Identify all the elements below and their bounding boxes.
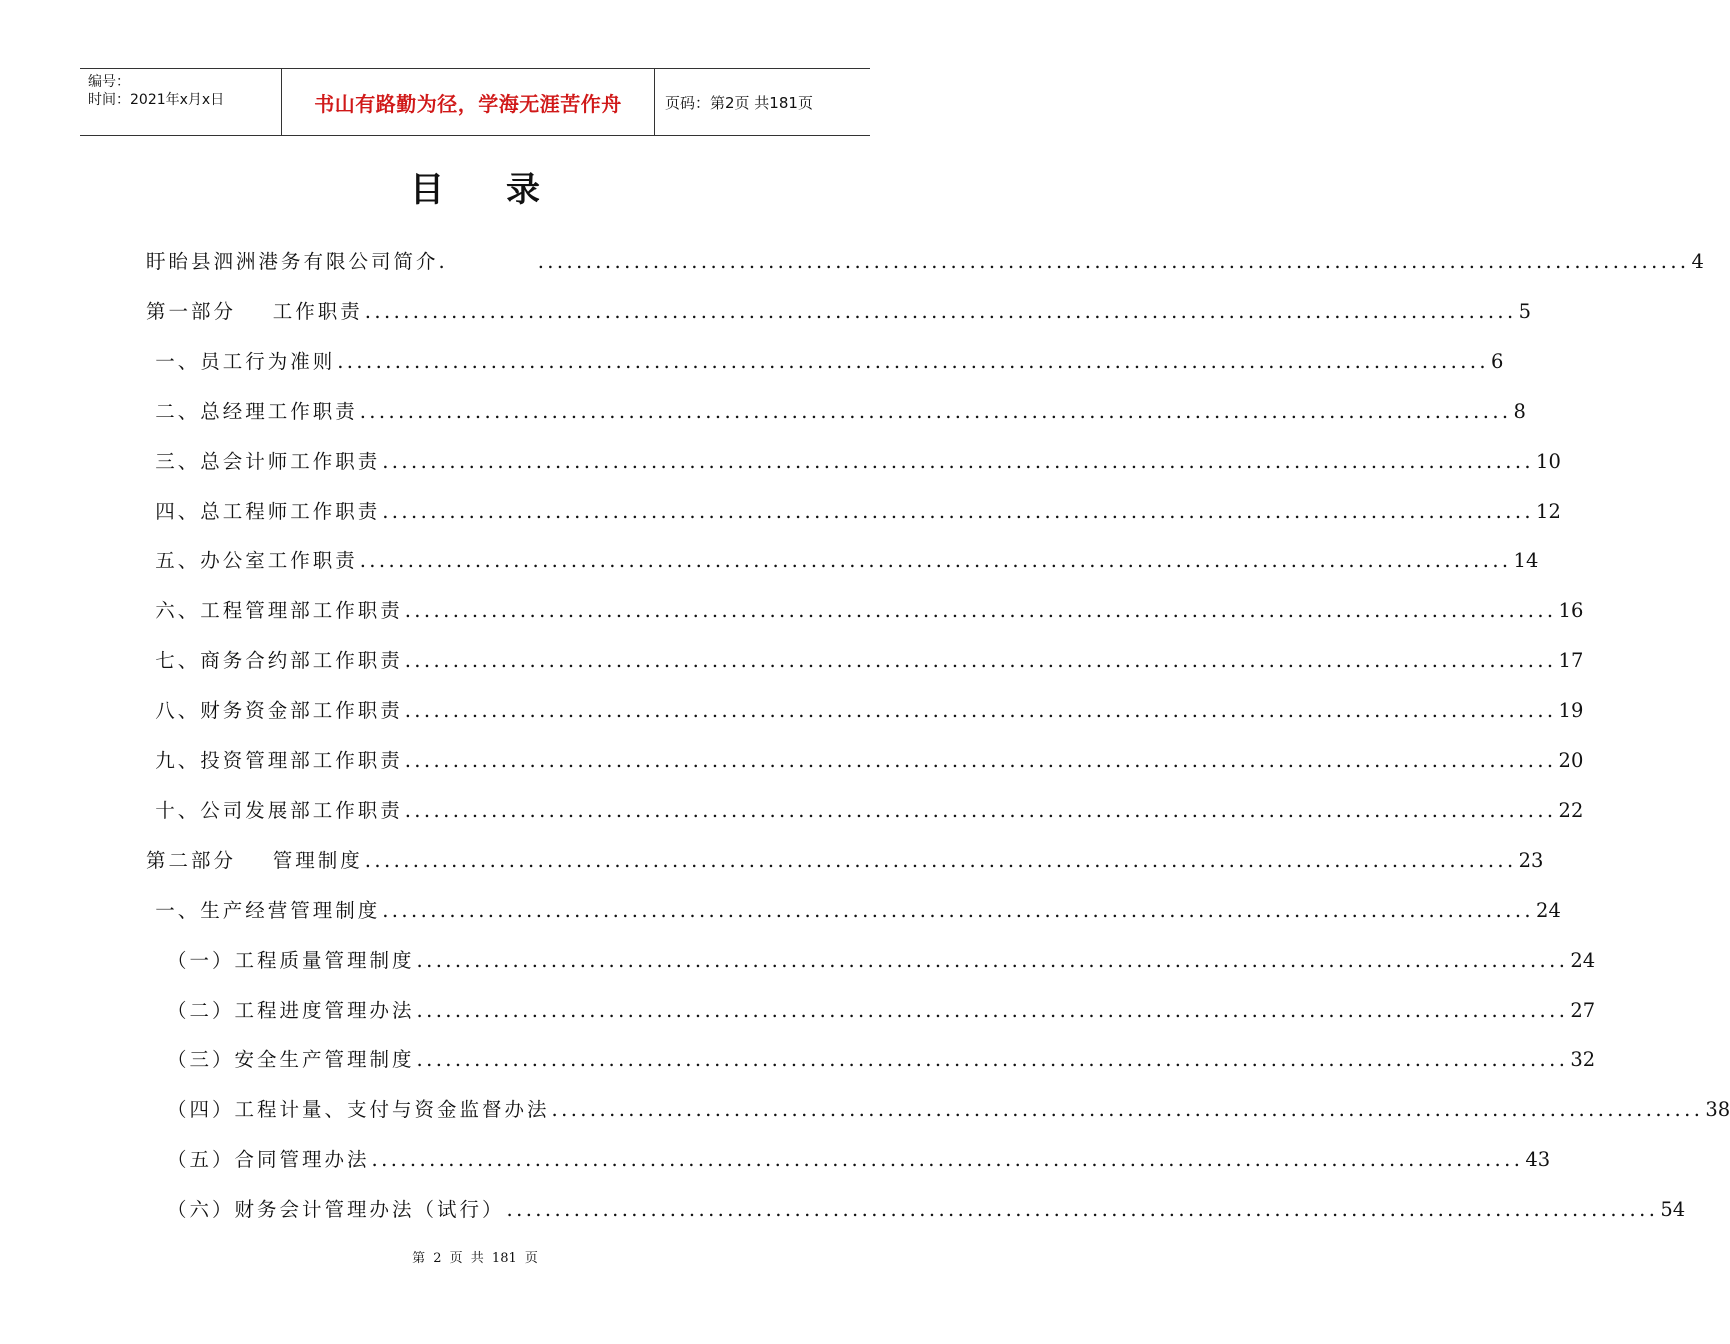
page-header — [80, 68, 870, 136]
header-page-info: 页码：第2页 共181页 — [665, 93, 813, 112]
toc-entry[interactable] — [146, 346, 1504, 376]
header-meta — [80, 69, 282, 135]
toc-leader-dots: ........................................................................................................................ — [404, 699, 1557, 723]
toc-leader-dots: ........................................................................................................................ — [416, 1048, 1569, 1072]
toc-entry[interactable] — [167, 1094, 1730, 1124]
toc-entry[interactable] — [146, 446, 1561, 476]
toc-entry-page: 10 — [1536, 449, 1561, 473]
toc-entry-page: 20 — [1558, 749, 1584, 772]
toc-entry[interactable] — [167, 1144, 1551, 1174]
toc-entry-page: 27 — [1570, 998, 1596, 1022]
toc-entry[interactable] — [146, 545, 1539, 575]
toc-entry-page: 12 — [1536, 499, 1561, 523]
toc-entry-label: 六、工程管理部工作职责 — [146, 599, 403, 623]
toc-entry[interactable] — [167, 995, 1596, 1025]
toc-entry-label: 四、总工程师工作职责 — [146, 499, 381, 523]
toc-leader-dots: ........................................................................................................................ — [551, 1098, 1704, 1122]
toc-entry-page: 23 — [1518, 848, 1544, 872]
toc-entry[interactable] — [167, 945, 1596, 975]
toc-entry[interactable] — [146, 695, 1584, 725]
toc-entry-label: （一）工程质量管理制度 — [167, 948, 415, 972]
toc-entry-page: 24 — [1570, 948, 1596, 972]
toc-leader-dots: ........................................................................................................................ — [382, 898, 1535, 922]
toc-entry[interactable] — [146, 745, 1584, 775]
toc-entry-page: 22 — [1558, 798, 1584, 822]
toc-entry-label: 五、办公室工作职责 — [146, 549, 358, 573]
toc-leader-dots: ........................................................................................................................ — [404, 649, 1557, 673]
toc-entry-label: 第二部分 管理制度 — [146, 848, 363, 872]
toc-entry-page: 8 — [1513, 399, 1526, 423]
toc-entry-page: 38 — [1705, 1098, 1730, 1122]
toc-entry-label: 第一部分 工作职责 — [146, 299, 363, 323]
toc-leader-dots: ........................................................................................................................ — [337, 349, 1490, 373]
toc-entry-label: 十、公司发展部工作职责 — [146, 798, 403, 822]
toc-entry[interactable] — [146, 595, 1584, 625]
toc-leader-dots: ........................................................................................................................ — [364, 848, 1517, 872]
toc-entry-page: 32 — [1570, 1048, 1596, 1072]
toc-entry[interactable] — [146, 795, 1584, 825]
toc-leader-dots: ........................................................................................................................ — [416, 948, 1569, 972]
toc-entry[interactable] — [167, 1044, 1596, 1074]
toc-leader-dots: ........................................................................................................................ — [382, 499, 1535, 523]
toc-entry-page: 19 — [1558, 699, 1584, 723]
header-number-label: 编号： — [88, 74, 130, 90]
toc-leader-dots: ........................................................................................................................ — [371, 1148, 1524, 1172]
toc-entry-label: 九、投资管理部工作职责 — [146, 749, 403, 772]
toc-leader-dots: ........................................................................................................................ — [537, 250, 1690, 273]
toc-entry-page: 54 — [1660, 1198, 1686, 1222]
toc-entry-page: 6 — [1491, 349, 1504, 373]
toc-entry-page: 24 — [1536, 898, 1561, 922]
toc-entry-label: 八、财务资金部工作职责 — [146, 699, 403, 723]
title-char-2: 录 — [506, 170, 540, 210]
header-date-label: 时间：2021年x月x日 — [88, 92, 225, 108]
toc-entry-page: 4 — [1691, 250, 1704, 273]
toc-entry[interactable] — [146, 296, 1532, 326]
toc-entry[interactable] — [146, 396, 1526, 426]
toc-leader-dots: ........................................................................................................................ — [404, 798, 1557, 822]
toc-leader-dots: ........................................................................................................................ — [404, 599, 1557, 623]
toc-entry[interactable] — [146, 496, 1561, 526]
toc-entry-label: （三）安全生产管理制度 — [167, 1048, 415, 1072]
toc-leader-dots: ........................................................................................................................ — [359, 549, 1512, 573]
toc-entry[interactable] — [146, 895, 1561, 925]
toc-entry-label: （四）工程计量、支付与资金监督办法 — [167, 1098, 550, 1122]
toc-entry-page: 17 — [1558, 649, 1584, 673]
toc-entry-label: （六）财务会计管理办法（试行） — [167, 1198, 505, 1222]
toc-leader-dots: ........................................................................................................................ — [404, 749, 1557, 772]
toc-entry-label: 盱眙县泗洲港务有限公司简介. — [146, 250, 448, 273]
toc-entry[interactable] — [167, 1194, 1686, 1224]
toc-leader-dots: ........................................................................................................................ — [364, 299, 1517, 323]
toc-leader-dots: ........................................................................................................................ — [359, 399, 1512, 423]
toc-leader-dots: ........................................................................................................................ — [382, 449, 1535, 473]
toc-entry-label: 二、总经理工作职责 — [146, 399, 358, 423]
toc-leader-dots: ........................................................................................................................ — [416, 998, 1569, 1022]
toc-entry-label: （五）合同管理办法 — [167, 1148, 370, 1172]
page-footer: 第 2 页 共 181 页 — [412, 1251, 538, 1266]
toc-entry-page: 43 — [1525, 1148, 1551, 1172]
toc-entry-label: 七、商务合约部工作职责 — [146, 649, 403, 673]
header-motto: 书山有路勤为径，学海无涯苦作舟 — [282, 69, 655, 135]
title-char-1: 目 — [410, 170, 444, 210]
toc-entry-label: （二）工程进度管理办法 — [167, 998, 415, 1022]
toc-entry-label: 一、生产经营管理制度 — [146, 898, 381, 922]
toc-entry[interactable] — [146, 845, 1544, 875]
toc-entry-label: 一、员工行为准则 — [146, 349, 336, 373]
toc-entry-page: 14 — [1513, 549, 1539, 573]
toc-leader-dots: ........................................................................................................................ — [506, 1198, 1659, 1222]
page-title — [0, 162, 950, 211]
toc-entry[interactable] — [146, 645, 1584, 675]
toc-entry[interactable] — [146, 246, 1704, 276]
toc-entry-page: 5 — [1518, 299, 1532, 323]
toc-entry-page: 16 — [1558, 599, 1584, 623]
toc-entry-label: 三、总会计师工作职责 — [146, 449, 381, 473]
